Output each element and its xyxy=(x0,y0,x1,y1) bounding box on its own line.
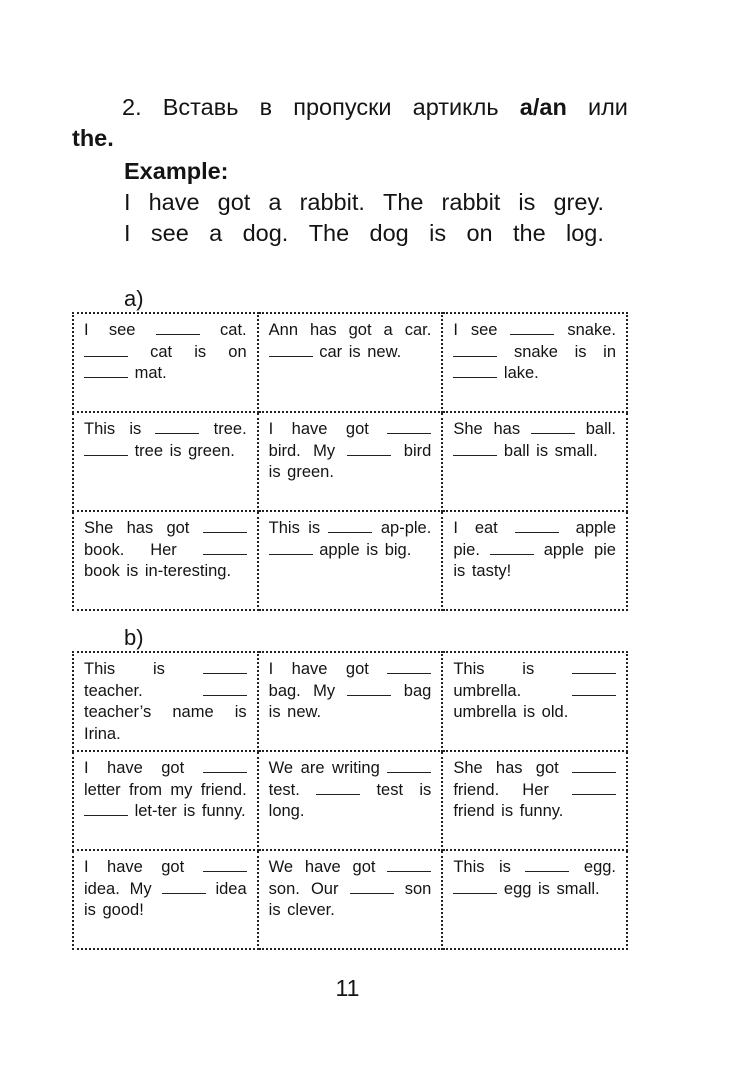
example-word: The xyxy=(382,189,424,215)
exercise-cell xyxy=(442,751,627,850)
cell-text: apple pie is tasty! xyxy=(453,540,616,581)
exercise-cell xyxy=(73,751,258,850)
answer-blank[interactable] xyxy=(269,540,313,555)
cell-text: teacher’s name is Irina. xyxy=(84,703,247,743)
cell-text: She has got xyxy=(453,759,559,777)
answer-blank[interactable] xyxy=(453,879,497,894)
cell-text: friend is funny. xyxy=(453,802,564,821)
cell-text: apple pie. xyxy=(453,519,617,559)
cell-text: book. Her xyxy=(84,540,177,559)
answer-blank[interactable] xyxy=(572,659,616,674)
table-row xyxy=(73,412,627,511)
exercise-cell xyxy=(73,412,258,511)
cell-text: ball is small. xyxy=(503,441,598,460)
section-a-label: a) xyxy=(124,286,144,311)
cell-text: I eat xyxy=(453,519,498,537)
answer-blank[interactable] xyxy=(453,342,497,357)
cell-text: This is xyxy=(453,858,511,876)
example-word: grey. xyxy=(553,189,604,215)
cell-text: umbrella is old. xyxy=(453,703,569,722)
answer-blank[interactable] xyxy=(453,363,497,378)
exercise-cell xyxy=(258,313,443,412)
example-word: a xyxy=(268,189,282,215)
cell-text: test is long. xyxy=(268,780,432,821)
example-label: Example: xyxy=(124,158,229,184)
cell-text: umbrella. xyxy=(453,681,522,700)
answer-blank[interactable] xyxy=(162,879,206,894)
example-word: log. xyxy=(566,220,604,246)
answer-blank[interactable] xyxy=(572,780,616,795)
exercise-cell xyxy=(442,412,627,511)
example-word: see xyxy=(150,220,189,246)
answer-blank[interactable] xyxy=(453,441,497,456)
answer-blank[interactable] xyxy=(203,857,247,872)
answer-blank[interactable] xyxy=(269,342,313,357)
cell-text: snake is in xyxy=(513,342,616,361)
cell-text: I have got xyxy=(268,420,369,438)
cell-text: letter from my friend. xyxy=(84,780,247,799)
answer-blank[interactable] xyxy=(510,320,554,335)
task-line-2: the. xyxy=(72,125,114,151)
example-word: rabbit xyxy=(441,189,501,215)
exercise-cell xyxy=(258,511,443,610)
answer-blank[interactable] xyxy=(155,419,199,434)
answer-blank[interactable] xyxy=(572,758,616,773)
answer-blank[interactable] xyxy=(84,342,128,357)
answer-blank[interactable] xyxy=(525,857,569,872)
example-block xyxy=(124,156,628,249)
cell-text: lake. xyxy=(503,364,539,383)
answer-blank[interactable] xyxy=(84,363,128,378)
example-word: is xyxy=(429,220,447,246)
task-number: 2. xyxy=(122,94,142,120)
cell-text: This is xyxy=(268,519,321,537)
answer-blank[interactable] xyxy=(316,780,360,795)
example-word: is xyxy=(518,189,536,215)
cell-text: bag. My xyxy=(268,681,336,700)
answer-blank[interactable] xyxy=(531,419,575,434)
cell-text: This is xyxy=(84,660,165,678)
cell-text: book is in-teresting. xyxy=(84,562,232,581)
exercise-cell xyxy=(442,511,627,610)
exercise-cell xyxy=(258,412,443,511)
page-number: 11 xyxy=(335,975,360,1001)
table-row xyxy=(73,652,627,751)
cell-text: We are writing xyxy=(268,759,380,777)
cell-text: ball. xyxy=(585,420,616,438)
answer-blank[interactable] xyxy=(387,419,431,434)
cell-text: I have got xyxy=(84,759,185,777)
cell-text: She has got xyxy=(84,519,190,537)
cell-text: son is clever. xyxy=(268,879,432,920)
cell-text: This is xyxy=(453,660,535,678)
exercise-cell xyxy=(442,313,627,412)
exercise-cell xyxy=(258,652,443,751)
cell-text: let-ter is funny. xyxy=(134,802,246,821)
table-row xyxy=(73,751,627,850)
cell-text: friend. Her xyxy=(453,780,549,799)
answer-blank[interactable] xyxy=(203,659,247,674)
answer-blank[interactable] xyxy=(515,518,559,533)
answer-blank[interactable] xyxy=(84,801,128,816)
cell-text: snake. xyxy=(567,321,616,339)
example-word: have xyxy=(148,189,200,215)
cell-text: teacher. xyxy=(84,681,143,700)
exercise-table-a xyxy=(72,312,628,611)
cell-text: idea is good! xyxy=(84,879,247,920)
section-b-label: b) xyxy=(124,625,144,650)
answer-blank[interactable] xyxy=(203,758,247,773)
cell-text: tree. xyxy=(213,420,247,438)
answer-blank[interactable] xyxy=(203,681,247,696)
answer-blank[interactable] xyxy=(490,540,534,555)
answer-blank[interactable] xyxy=(387,659,431,674)
task-word: артикль xyxy=(412,94,499,120)
cell-text: I see xyxy=(84,321,136,339)
cell-text: mat. xyxy=(134,364,167,383)
cell-text: I have got xyxy=(84,858,185,876)
cell-text: Ann has got a car. xyxy=(268,321,432,339)
table-row xyxy=(73,511,627,610)
answer-blank[interactable] xyxy=(203,540,247,555)
answer-blank[interactable] xyxy=(350,879,394,894)
exercise-cell xyxy=(73,511,258,610)
exercise-cell xyxy=(258,751,443,850)
task-line-1 xyxy=(72,92,628,123)
exercise-cell xyxy=(442,850,627,949)
exercise-cell xyxy=(73,313,258,412)
example-word: on xyxy=(466,220,493,246)
cell-text: cat. xyxy=(220,321,247,339)
example-line xyxy=(124,218,604,249)
answer-blank[interactable] xyxy=(572,681,616,696)
cell-text: idea. My xyxy=(84,879,152,898)
answer-blank[interactable] xyxy=(156,320,200,335)
cell-text: bird. My xyxy=(268,441,336,460)
cell-text: We have got xyxy=(268,858,376,876)
example-word: dog. xyxy=(242,220,289,246)
cell-text: bag is new. xyxy=(268,681,432,722)
exercise-cell xyxy=(73,652,258,751)
example-word: got xyxy=(217,189,251,215)
example-word: The xyxy=(308,220,350,246)
answer-blank[interactable] xyxy=(84,441,128,456)
answer-blank[interactable] xyxy=(387,857,431,872)
exercise-cell xyxy=(258,850,443,949)
cell-text: son. Our xyxy=(268,879,339,898)
cell-text: ap-ple. xyxy=(380,519,432,537)
exercise-cell xyxy=(73,850,258,949)
cell-text: I have got xyxy=(268,660,369,678)
table-row xyxy=(73,850,627,949)
task-word: пропуски xyxy=(293,94,392,120)
example-word: a xyxy=(209,220,223,246)
answer-blank[interactable] xyxy=(347,441,391,456)
cell-text: car is new. xyxy=(319,342,402,361)
cell-text: cat is on xyxy=(150,342,247,361)
example-word: the xyxy=(512,220,546,246)
example-line xyxy=(124,187,604,218)
answer-blank[interactable] xyxy=(347,681,391,696)
cell-text: apple is big. xyxy=(319,540,412,559)
example-word: I xyxy=(124,220,131,246)
task-instruction xyxy=(72,92,628,154)
exercise-cell xyxy=(442,652,627,751)
answer-blank[interactable] xyxy=(328,518,372,533)
table-row xyxy=(73,313,627,412)
task-word: или xyxy=(587,94,628,120)
example-word: I xyxy=(124,189,131,215)
task-bold-articles: a/an xyxy=(519,94,567,120)
answer-blank[interactable] xyxy=(387,758,431,773)
cell-text: bird is green. xyxy=(268,441,432,482)
cell-text: tree is green. xyxy=(134,441,235,460)
exercise-table-b xyxy=(72,651,628,950)
cell-text: I see xyxy=(453,321,498,339)
task-word: в xyxy=(259,94,273,120)
cell-text: test. xyxy=(268,780,300,799)
task-word: Вставь xyxy=(162,94,239,120)
cell-text: egg is small. xyxy=(503,879,600,898)
example-word: dog xyxy=(369,220,409,246)
cell-text: She has xyxy=(453,420,521,438)
answer-blank[interactable] xyxy=(203,518,247,533)
cell-text: egg. xyxy=(583,858,617,876)
example-word: rabbit. xyxy=(299,189,365,215)
cell-text: This is xyxy=(84,420,142,438)
